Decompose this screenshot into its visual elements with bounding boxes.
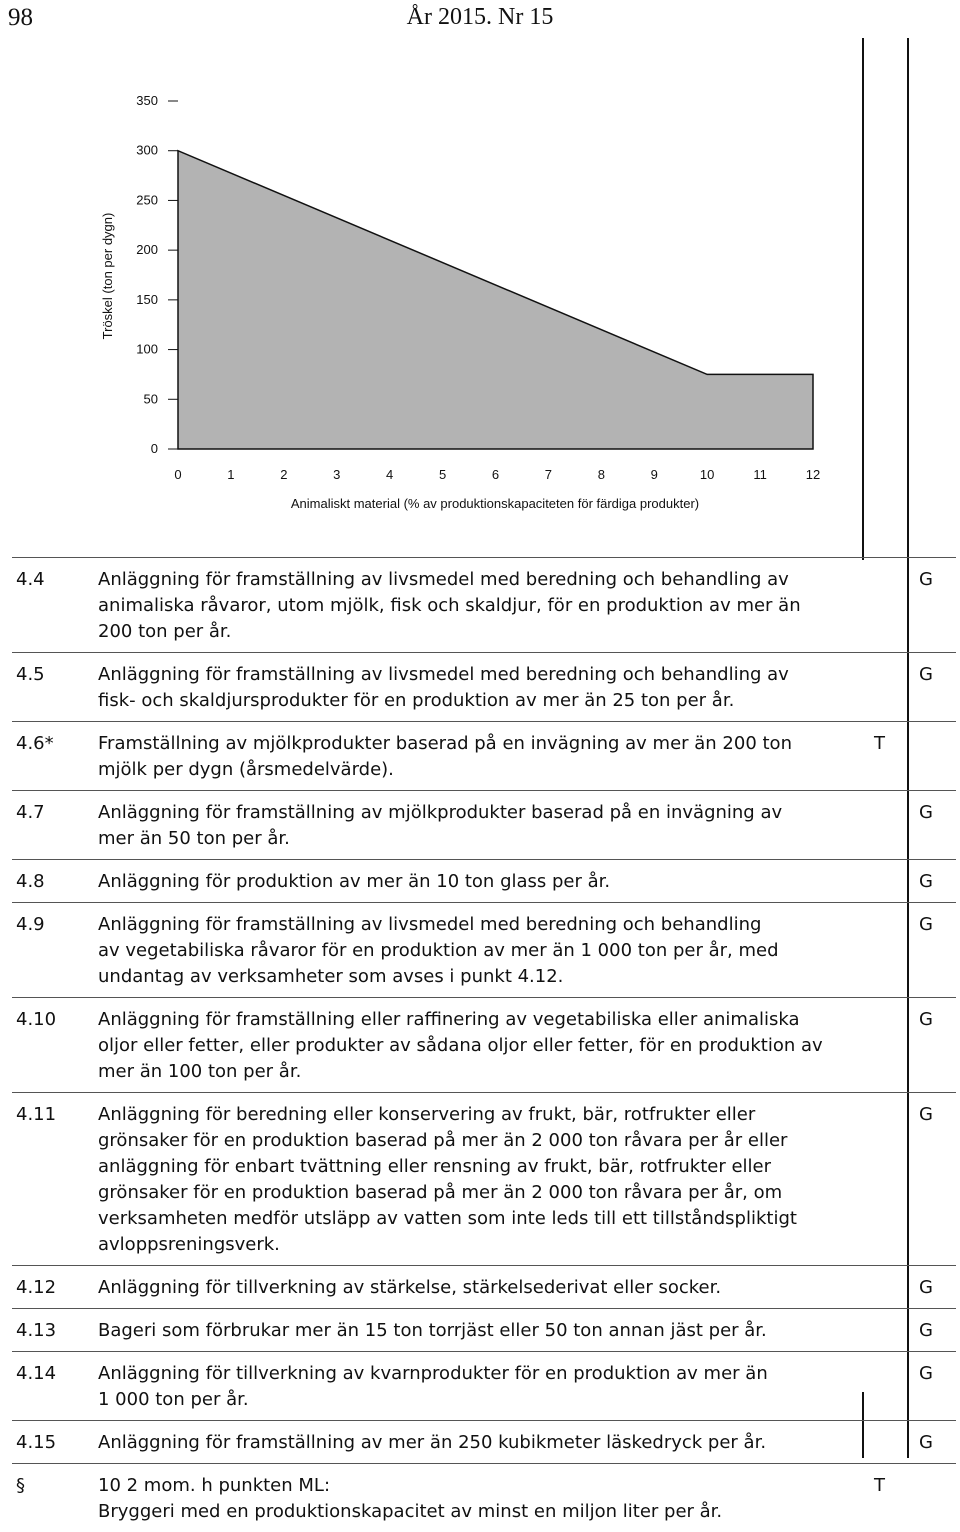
row-description-line: undantag av verksamheter som avses i punkt 4.12. [98, 966, 564, 987]
table-row [12, 1463, 956, 1532]
row-description [98, 731, 858, 783]
row-description-line: oljor eller fetter, eller produkter av sådana oljor eller fetter, för en produktion av [98, 1035, 823, 1056]
row-description-line: Anläggning för framställning eller raffinering av vegetabiliska eller animaliska [98, 1009, 800, 1030]
row-description [98, 912, 858, 990]
x-tick-label: 9 [650, 467, 658, 482]
y-tick-label: 350 [136, 93, 158, 108]
t-column-divider-top [862, 38, 864, 560]
g-marker: G [919, 569, 933, 590]
g-marker: G [919, 1320, 933, 1341]
row-description [98, 567, 858, 645]
row-number: 4.10 [16, 1009, 57, 1030]
row-description [98, 1007, 858, 1085]
row-description-line: mer än 50 ton per år. [98, 828, 290, 849]
row-description-line: grönsaker för en produktion baserad på mer än 2 000 ton råvara per år eller [98, 1130, 788, 1151]
row-description-line: Anläggning för beredning eller konservering av frukt, bär, rotfrukter eller [98, 1104, 756, 1125]
row-number: 4.8 [16, 871, 45, 892]
t-marker: T [874, 1475, 885, 1496]
y-tick-label: 100 [136, 341, 158, 357]
row-description-line: mer än 100 ton per år. [98, 1061, 302, 1082]
row-description-line: verksamheten medför utsläpp av vatten som inte leds till ett tillståndspliktigt [98, 1208, 797, 1229]
row-description [98, 1361, 858, 1413]
x-tick-label: 3 [333, 467, 341, 482]
issue-title: År 2015. Nr 15 [406, 4, 554, 30]
row-description [98, 1318, 858, 1344]
row-description-line: avloppsreningsverk. [98, 1234, 280, 1255]
x-tick-label: 11 [753, 467, 767, 482]
row-description-line: grönsaker för en produktion baserad på mer än 2 000 ton råvara per år, om [98, 1182, 783, 1203]
g-marker: G [919, 802, 933, 823]
x-tick-label: 5 [438, 467, 447, 482]
activity-table [12, 557, 956, 1532]
y-tick-label: 300 [136, 142, 158, 158]
row-number: 4.4 [16, 569, 45, 590]
table-row [12, 1420, 956, 1463]
table-row [12, 721, 956, 790]
row-description-line: 200 ton per år. [98, 621, 232, 642]
row-number: § [16, 1475, 25, 1496]
g-marker: G [919, 1432, 933, 1453]
row-number: 4.14 [16, 1363, 57, 1384]
x-tick-label: 10 [699, 467, 715, 482]
row-number: 4.11 [16, 1104, 57, 1125]
row-description-line: Anläggning för framställning av mer än 250 kubikmeter läskedryck per år. [98, 1432, 767, 1453]
row-description-line: Anläggning för tillverkning av stärkelse, stärkelsederivat eller socker. [98, 1277, 722, 1298]
x-tick-label: 7 [544, 467, 553, 482]
row-description [98, 1275, 858, 1301]
row-description [98, 1102, 858, 1258]
table-row [12, 1351, 956, 1420]
row-number: 4.15 [16, 1432, 57, 1453]
x-tick-label: 8 [597, 467, 605, 482]
y-tick-label: 50 [143, 391, 158, 407]
x-tick-label: 6 [491, 467, 500, 482]
row-description-line: Bageri som förbrukar mer än 15 ton torrjäst eller 50 ton annan jäst per år. [98, 1320, 767, 1341]
row-description-line: 1 000 ton per år. [98, 1389, 249, 1410]
row-description-line: Anläggning för tillverkning av kvarnprodukter för en produktion av mer än [98, 1363, 768, 1384]
row-description [98, 1473, 858, 1525]
g-marker: G [919, 914, 933, 935]
row-description-line: Anläggning för framställning av livsmedel med beredning och behandling av [98, 569, 789, 590]
table-row [12, 790, 956, 859]
row-description-line: 10 2 mom. h punkten ML: [98, 1475, 331, 1496]
g-marker: G [919, 1009, 933, 1030]
threshold-chart [0, 80, 860, 520]
x-axis-ticks [174, 467, 820, 482]
x-tick-label: 0 [174, 467, 182, 482]
g-marker: G [919, 1104, 933, 1125]
x-tick-label: 1 [227, 467, 235, 482]
y-tick-label: 250 [136, 192, 158, 208]
row-description [98, 800, 858, 852]
row-description-line: anläggning för enbart tvättning eller rensning av frukt, bär, rotfrukter eller [98, 1156, 772, 1177]
row-description-line: Framställning av mjölkprodukter baserad på en invägning av mer än 200 ton [98, 733, 792, 754]
y-tick-label: 200 [136, 242, 158, 258]
table-row [12, 1092, 956, 1265]
g-marker: G [919, 1363, 933, 1384]
page-header [0, 0, 960, 40]
g-marker: G [919, 1277, 933, 1298]
row-number: 4.13 [16, 1320, 57, 1341]
row-number: 4.9 [16, 914, 45, 935]
table-row [12, 1265, 956, 1308]
y-tick-label: 150 [136, 291, 158, 307]
table-row [12, 557, 956, 652]
x-tick-label: 4 [386, 467, 394, 482]
row-description-line: Anläggning för produktion av mer än 10 ton glass per år. [98, 871, 611, 892]
row-description [98, 1430, 858, 1456]
y-axis-ticks [136, 93, 178, 456]
row-description [98, 662, 858, 714]
t-marker: T [874, 733, 885, 754]
table-row [12, 1308, 956, 1351]
row-description-line: animaliska råvaror, utom mjölk, fisk och skaldjur, för en produktion av mer än [98, 595, 801, 616]
table-row [12, 902, 956, 997]
g-marker: G [919, 871, 933, 892]
table-row [12, 652, 956, 721]
row-description [98, 869, 858, 895]
x-axis-label: Animaliskt material (% av produktionskapaciteten för färdiga produkter) [290, 496, 700, 511]
row-number: 4.7 [16, 802, 45, 823]
g-marker: G [919, 664, 933, 685]
row-number: 4.6* [16, 733, 54, 754]
y-axis-label: Tröskel (ton per dygn) [100, 212, 115, 340]
row-description-line: fisk- och skaldjursprodukter för en produktion av mer än 25 ton per år. [98, 690, 735, 711]
page-number: 98 [8, 4, 33, 31]
x-tick-label: 2 [280, 467, 288, 482]
row-description-line: av vegetabiliska råvaror för en produktion av mer än 1 000 ton per år, med [98, 940, 779, 961]
threshold-area [178, 151, 813, 449]
row-description-line: Anläggning för framställning av mjölkprodukter baserad på en invägning av [98, 802, 783, 823]
row-number: 4.5 [16, 664, 45, 685]
x-tick-label: 12 [805, 467, 821, 482]
row-number: 4.12 [16, 1277, 57, 1298]
table-row [12, 997, 956, 1092]
y-tick-label: 0 [150, 441, 158, 456]
row-description-line: mjölk per dygn (årsmedelvärde). [98, 759, 394, 780]
row-description-line: Anläggning för framställning av livsmedel med beredning och behandling [98, 914, 762, 935]
row-description-line: Anläggning för framställning av livsmedel med beredning och behandling av [98, 664, 789, 685]
table-row [12, 859, 956, 902]
row-description-line: Bryggeri med en produktionskapacitet av minst en miljon liter per år. [98, 1501, 723, 1522]
